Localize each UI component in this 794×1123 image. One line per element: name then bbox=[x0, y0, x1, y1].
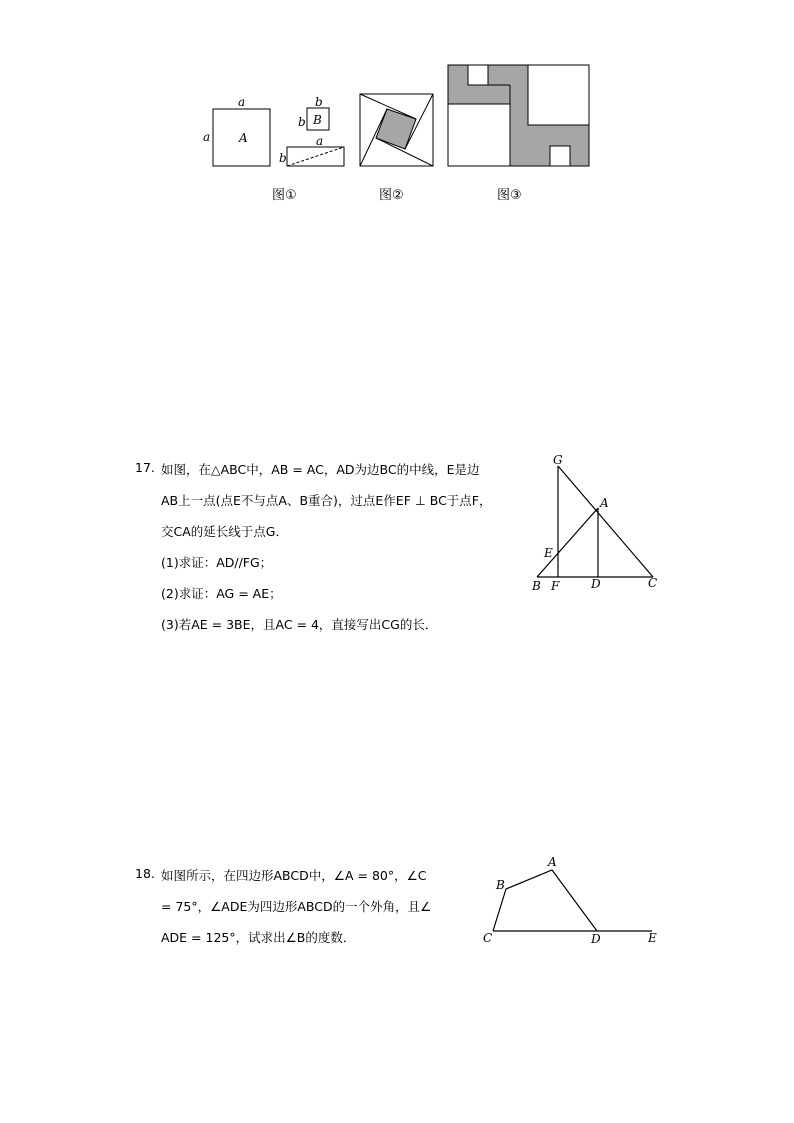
label-b-top: b bbox=[315, 95, 323, 109]
label-G: G bbox=[553, 453, 563, 467]
label-C: C bbox=[483, 931, 493, 945]
label-F: F bbox=[551, 579, 560, 593]
label-B: B bbox=[313, 113, 322, 127]
label-rect-b: b bbox=[279, 151, 287, 165]
label-E: E bbox=[544, 546, 553, 560]
q17-part-2: (2)求证：AG = AE； bbox=[161, 586, 282, 601]
label-D: D bbox=[591, 932, 601, 946]
figure-1 bbox=[203, 95, 344, 166]
label-a-left: a bbox=[203, 130, 211, 144]
q17-number: 17. bbox=[135, 460, 155, 475]
q18-line-3: ADE = 125°，试求出∠B的度数． bbox=[161, 930, 356, 945]
q18-line-1: 如图所示，在四边形ABCD中，∠A = 80°，∠C bbox=[161, 868, 427, 883]
q17-figure bbox=[520, 450, 670, 600]
caption-fig3: 图③ bbox=[497, 188, 522, 203]
rect-diagonal bbox=[287, 147, 344, 166]
q17-line-1: 如图，在△ABC中，AB = AC，AD为边BC的中线，E是边 bbox=[161, 462, 480, 477]
q17-line-2: AB上一点(点E不与点A、B重合)，过点E作EF ⊥ BC于点F， bbox=[161, 493, 492, 508]
label-B: B bbox=[532, 579, 541, 593]
figure-2 bbox=[360, 94, 433, 166]
q17-line-3: 交CA的延长线于点G． bbox=[161, 524, 288, 539]
figure-3 bbox=[448, 65, 589, 166]
label-B: B bbox=[496, 878, 505, 892]
q18-figure bbox=[475, 850, 670, 950]
caption-fig2: 图② bbox=[379, 188, 404, 203]
small-square-bottom bbox=[550, 146, 570, 166]
q17-part-3: (3)若AE = 3BE，且AC = 4，直接写出CG的长． bbox=[161, 617, 438, 632]
caption-fig1: 图① bbox=[272, 188, 297, 203]
shaded-center-square bbox=[376, 109, 416, 149]
q18-number: 18. bbox=[135, 866, 155, 881]
q18-line-2: = 75°，∠ADE为四边形ABCD的一个外角，且∠ bbox=[161, 899, 432, 914]
label-a-top: a bbox=[238, 95, 246, 109]
label-A: A bbox=[239, 131, 248, 145]
label-D: D bbox=[591, 577, 601, 591]
label-A: A bbox=[548, 855, 557, 869]
top-figures bbox=[0, 0, 794, 210]
q17-part-1: (1)求证：AD//FG； bbox=[161, 555, 273, 570]
label-b-left: b bbox=[298, 115, 306, 129]
white-square-bottom-left bbox=[448, 104, 510, 166]
label-A: A bbox=[600, 496, 609, 510]
label-C: C bbox=[648, 576, 658, 590]
small-square-top bbox=[468, 65, 488, 85]
label-rect-a: a bbox=[316, 134, 324, 148]
label-E: E bbox=[648, 931, 657, 945]
white-square-top-right bbox=[528, 65, 589, 125]
